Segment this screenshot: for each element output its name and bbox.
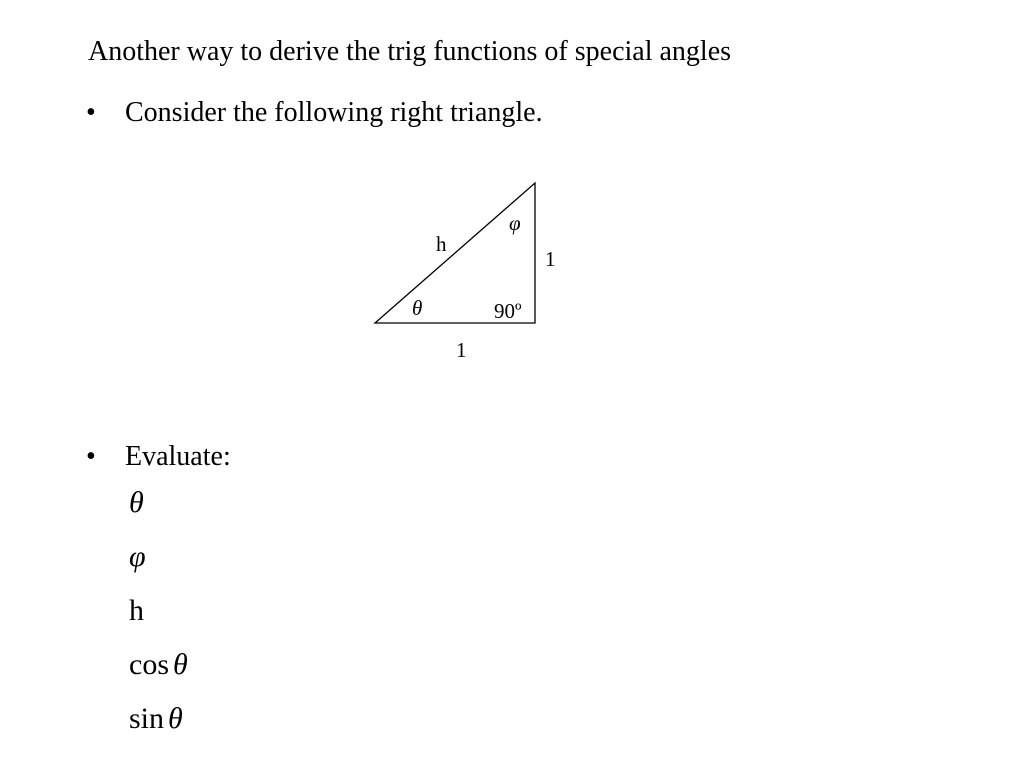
bullet-evaluate [86,437,231,477]
phi-angle-label: φ [509,211,521,235]
vertical-side-label: 1 [545,247,556,271]
evaluate-symbol: θ [168,702,183,735]
evaluate-fn: h [129,594,144,627]
slide-title: Another way to derive the trig functions of special angles [88,36,732,67]
evaluate-fn: cos [129,648,169,681]
bullet-consider [86,93,543,133]
hypotenuse-label: h [436,232,447,256]
right-triangle [375,183,535,323]
bullet-marker: • [86,441,96,472]
evaluate-symbol: θ [173,648,188,681]
bullet-consider-text: Consider the following right triangle. [125,97,543,128]
evaluate-symbol: φ [129,540,146,573]
evaluate-symbol: θ [129,486,144,519]
bullet-evaluate-text: Evaluate: [125,441,231,472]
evaluate-item [129,638,188,692]
right-angle-label: 90º [494,299,522,323]
evaluate-item [129,530,188,584]
evaluate-item [129,692,188,746]
evaluate-item [129,476,188,530]
evaluate-list [129,476,188,746]
horizontal-side-label: 1 [456,338,467,362]
bullet-marker: • [86,97,96,128]
evaluate-item [129,584,188,638]
theta-angle-label: θ [412,296,423,320]
evaluate-fn: sin [129,702,165,735]
